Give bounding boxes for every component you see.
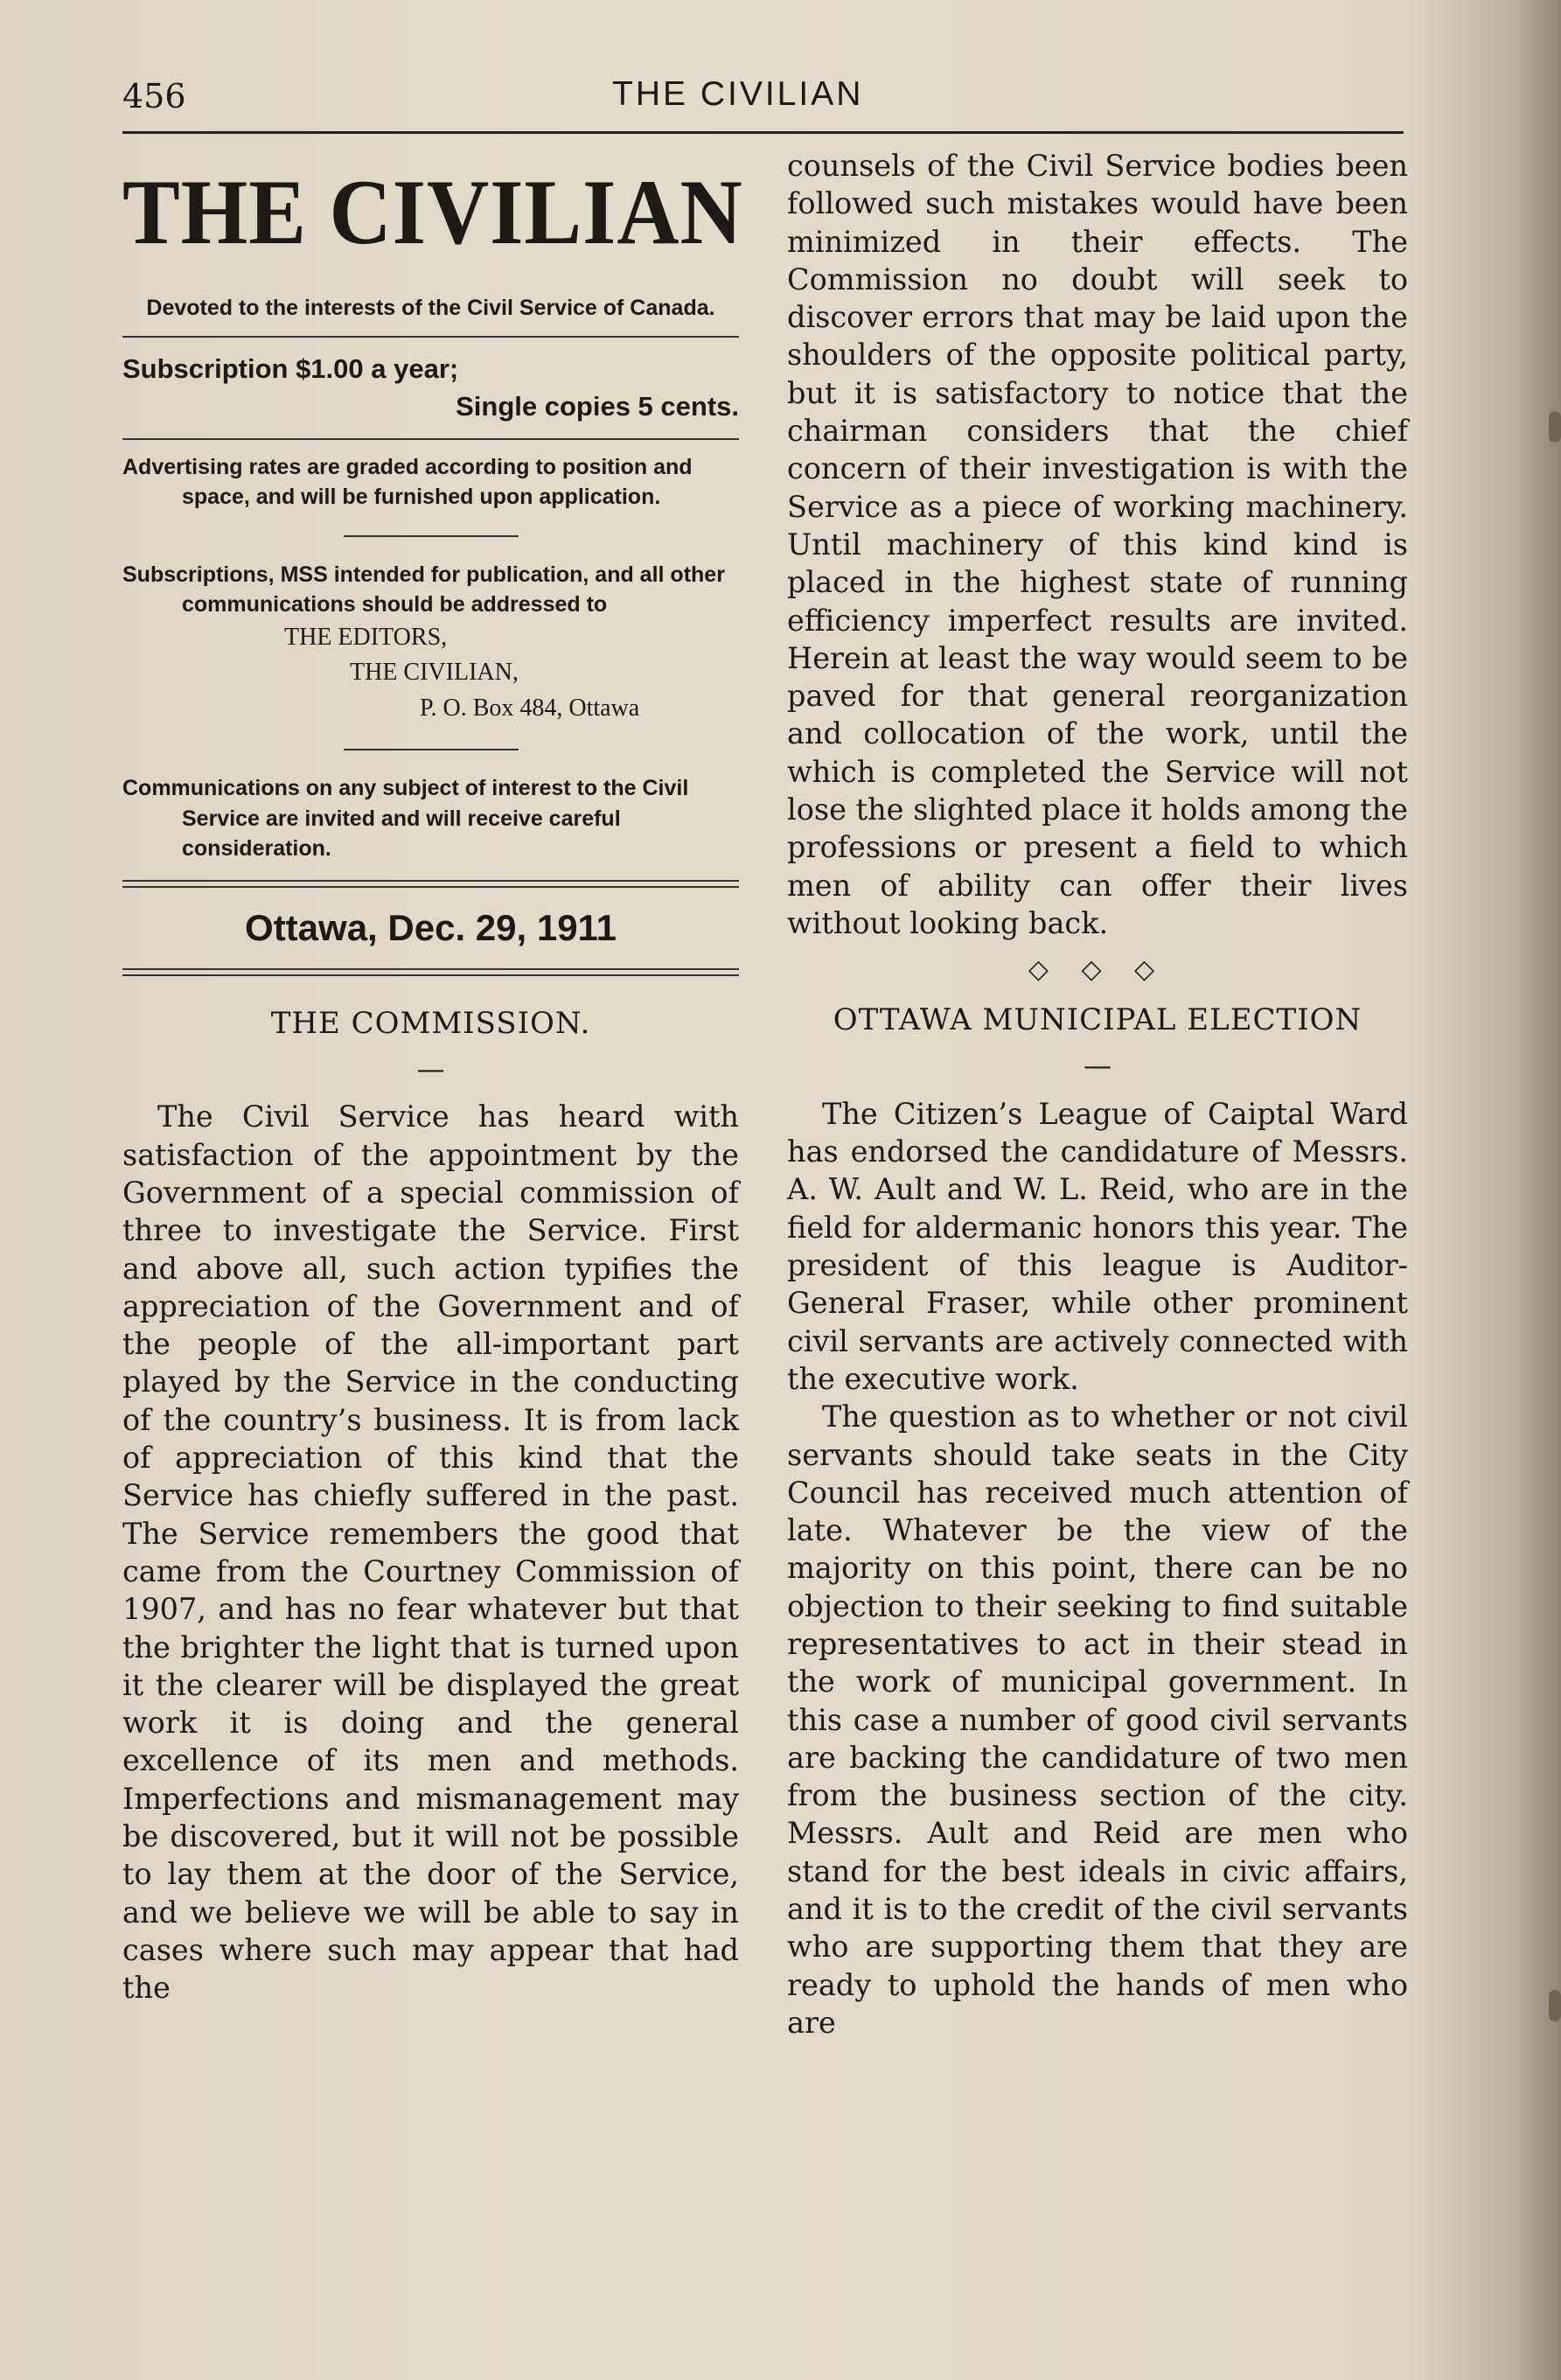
short-divider: [344, 749, 519, 750]
binding-mark: [1549, 411, 1561, 443]
double-divider: [122, 968, 739, 976]
dateline: Ottawa, Dec. 29, 1911: [245, 906, 617, 948]
submissions-notice: Subscriptions, MSS intended for publication, and all other communications should be addressed to: [122, 562, 725, 618]
address-line-editors: THE EDITORS,: [284, 623, 448, 651]
single-copy-price: Single copies 5 cents.: [456, 391, 739, 422]
communications-notice: Communications on any subject of interest to the Civil Service are invited and will receive careful consideration.: [122, 776, 689, 862]
page-number: 456: [122, 77, 186, 115]
subscription-price: Subscription $1.00 a year;: [122, 352, 459, 384]
masthead-title: THE CIVILIAN: [122, 161, 743, 263]
divider: [122, 336, 739, 338]
advertising-notice: Advertising rates are graded according to position and space, and will be furnished upon application.: [122, 454, 693, 510]
divider: [122, 438, 739, 440]
left-column: [122, 147, 743, 2007]
article-paragraph: The Citizen’s League of Caiptal Ward has endorsed the candidature of Messrs. A. W. Ault and W. L. Reid, who are in the field for aldermanic honors this year. The president of this league is Auditor-General Fraser, while other prominent civil servants are actively connected with the executive work.: [787, 1096, 1408, 1396]
header-rule: [122, 131, 1404, 134]
title-dash: —: [1084, 1049, 1112, 1083]
article-paragraph: The question as to whether or not civil servants should take seats in the City Council has received much attention of late. Whatever be the view of the majority on this point, there can be no objection to their seeking to find suitable representatives to act in their stead in the work of municipal government. In this case a number of good civil servants are backing the candidature of two men from the business section of the city. Messrs. Ault and Reid are men who stand for the best ideals in civic affairs, and it is to the credit of the civil servants who are supporting them that they are ready to uphold the hands of men who are: [787, 1399, 1408, 2040]
subscription-info: [122, 350, 739, 426]
editors-address: [122, 620, 739, 727]
article-title-election: OTTAWA MUNICIPAL ELECTION: [833, 1002, 1362, 1038]
article-title-commission: THE COMMISSION.: [270, 1005, 591, 1041]
address-line-civilian: THE CIVILIAN,: [350, 659, 519, 687]
short-divider: [344, 535, 519, 537]
article-continuation: counsels of the Civil Service bodies been followed such mistakes would have been minimized in their effects. The Commission no doubt will seek to discover errors that may be laid upon the shoulders of the opposite political party, but it is satisfactory to notice that the chairman considers that the chief concern of their investigation is with the Service as a piece of working machinery. Until machinery of this kind kind is placed in the highest state of running efficiency imperfect results are invited. Herein at least the way would seem to be paved for that general reorganization and collocation of the work, until the which is completed the Service will not lose the slighted place it holds among the professions or present a field to which men of ability can offer their lives without looking back.: [787, 149, 1408, 940]
address-line-box: P. O. Box 484, Ottawa: [420, 694, 640, 722]
right-column: [787, 147, 1408, 2041]
masthead-tagline: Devoted to the interests of the Civil Service of Canada.: [146, 296, 715, 320]
title-dash: —: [416, 1051, 445, 1085]
running-head: [0, 68, 1561, 121]
article-paragraph: The Civil Service has heard with satisfaction of the appointment by the Government of a special commission of three to investigate the Service. First and above all, such action typifies the appreciation of the Government and of the people of the all-important part played by the Service in the conducting of the country’s business. It is from lack of appreciation of this kind that the Service has chiefly suffered in the past. The Service remembers the good that came from the Courtney Commission of 1907, and has no fear whatever but that the brighter the light that is turned upon it the clearer will be displayed the great work it is doing and the general excellence of its men and methods. Imperfections and mismanagement may be discovered, but it will not be possible to lay them at the door of the Service, and we believe we will be able to say in cases where such may appear that had the: [122, 1099, 739, 2006]
ornament-divider: ◇ ◇ ◇: [1028, 954, 1167, 986]
binding-mark: [1549, 1990, 1561, 2021]
running-title: THE CIVILIAN: [612, 75, 864, 113]
double-divider: [122, 880, 739, 888]
